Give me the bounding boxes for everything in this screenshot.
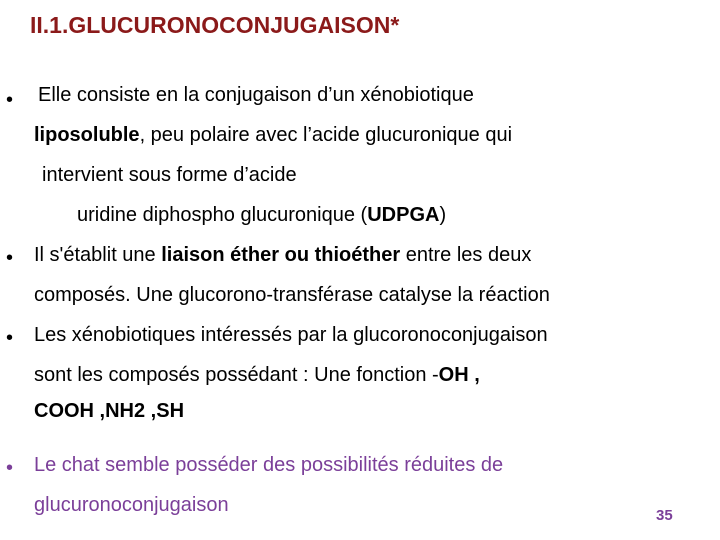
bullet-line: intervient sous forme d’acide bbox=[42, 164, 297, 186]
bullet-line: composés. Une glucorono-transférase catalyse la réaction bbox=[34, 284, 550, 306]
bullet-line: Il s'établit une liaison éther ou thioéther entre les deux bbox=[34, 244, 532, 266]
bold-term: OH , bbox=[438, 364, 480, 386]
bold-term: UDPGA bbox=[367, 204, 440, 226]
bullet-marker: • bbox=[6, 247, 14, 269]
bold-term: COOH ,NH2 ,SH bbox=[34, 400, 185, 422]
bullet-marker: • bbox=[6, 327, 14, 349]
bullet-line: liposoluble, peu polaire avec l’acide glucuronique qui bbox=[34, 124, 513, 146]
page-number: 35 bbox=[656, 507, 673, 524]
bullet-line bbox=[34, 398, 184, 424]
bullet-line: glucuronoconjugaison bbox=[34, 494, 229, 516]
bullet-line: Elle consiste en la conjugaison d’un xénobiotique bbox=[38, 84, 474, 106]
bold-term: liposoluble bbox=[34, 124, 140, 146]
bullet-line: uridine diphospho glucuronique (UDPGA) bbox=[77, 204, 447, 226]
bullet-marker: • bbox=[6, 457, 14, 479]
bullet-line: sont les composés possédant : Une fonction -OH , bbox=[34, 364, 480, 386]
bullet-line: Le chat semble posséder des possibilités réduites de bbox=[34, 454, 504, 476]
bullet-marker: • bbox=[6, 89, 14, 111]
slide-title: II.1.GLUCURONOCONJUGAISON* bbox=[30, 12, 400, 38]
bullet-line: Les xénobiotiques intéressés par la glucoronoconjugaison bbox=[34, 324, 548, 346]
bold-term: liaison éther ou thioéther bbox=[161, 244, 401, 266]
